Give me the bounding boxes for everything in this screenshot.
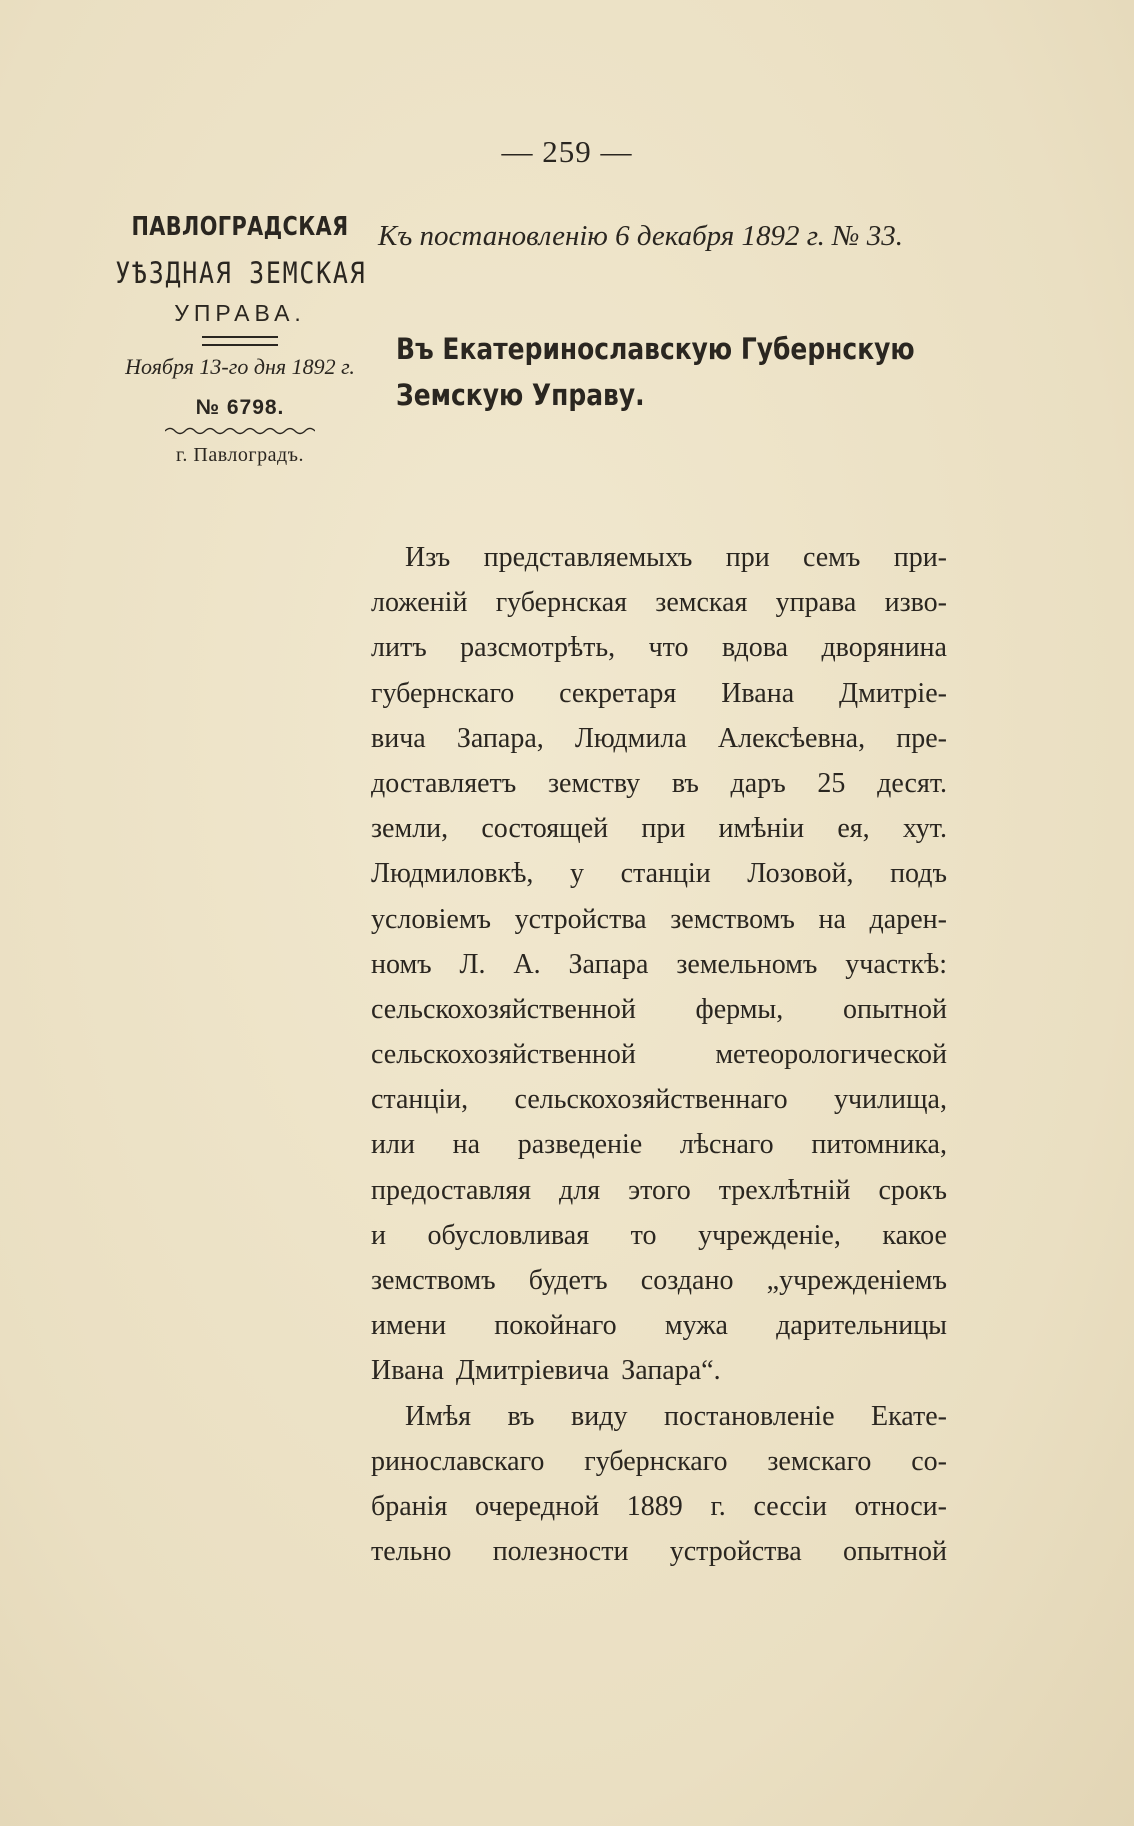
addressee-line2: Земскую Управу. <box>396 378 645 412</box>
body-line: доставляетъ земству въ даръ 25 десят. <box>371 767 947 799</box>
body-line: ринославскаго губернскаго земскаго со- <box>371 1445 947 1477</box>
body-line: и обусловливая то учрежденіе, какое <box>371 1219 947 1251</box>
body-line: Изъ представляемыхъ при семъ при- <box>405 542 947 573</box>
addressee-line1: Въ Екатеринославскую Губернскую <box>396 332 915 366</box>
body-line: номъ Л. А. Запара земельномъ участкѣ: <box>371 948 947 980</box>
body-line: земствомъ будетъ создано „учрежденіемъ <box>371 1265 947 1296</box>
body-line: Людмиловкѣ, у станціи Лозовой, подъ <box>371 858 947 890</box>
body-line: Имѣя въ виду постановленіе Екате- <box>405 1400 947 1432</box>
body-line: предоставляя для этого трехлѣтній срокъ <box>371 1174 947 1206</box>
double-rule-divider <box>202 336 278 346</box>
sender-number: № 6798. <box>195 396 285 419</box>
body-line: Ивана Дмитріевича Запара“. <box>371 1355 721 1387</box>
addressee <box>396 326 915 418</box>
sender-org-line2: УѢЗДНАЯ ЗЕМСКАЯ <box>115 256 367 290</box>
sender-org-line1: ПАВЛОГРАДСКАЯ <box>131 212 349 242</box>
body-line: сельскохозяйственной фермы, опытной <box>371 993 947 1025</box>
body-line: имени покойнаго мужа дарительницы <box>371 1310 947 1342</box>
body-line: или на разведеніе лѣснаго питомника, <box>371 1129 947 1161</box>
sender-org-line3: УПРАВА. <box>174 300 306 326</box>
body-line: земли, состоящей при имѣніи ея, хут. <box>371 813 947 845</box>
body-line: сельскохозяйственной метеорологической <box>371 1039 947 1071</box>
body-line: тельно полезности устройства опытной <box>371 1536 947 1568</box>
body-line: условіемъ устройства земствомъ на дарен- <box>371 903 947 935</box>
body-line: бранія очередной 1889 г. сессіи относи- <box>371 1490 947 1522</box>
reference-line: Къ постановленію 6 декабря 1892 г. № 33. <box>378 220 904 252</box>
sender-city: г. Павлоградъ. <box>175 444 305 466</box>
sender-block <box>95 212 385 467</box>
sender-date: Ноября 13-го дня 1892 г. <box>125 354 355 379</box>
body-line: станціи, сельскохозяйственнаго училища, <box>371 1084 947 1116</box>
page-number: — 259 — <box>501 134 633 169</box>
body-text <box>371 535 947 1574</box>
body-line: ложеній губернская земская управа изво- <box>371 587 947 619</box>
body-line: литъ разсмотрѣть, что вдова дворянина <box>371 632 947 664</box>
body-line: вича Запара, Людмила Алексѣевна, пре- <box>371 722 947 754</box>
wavy-rule-divider <box>165 426 315 436</box>
body-line: губернскаго секретаря Ивана Дмитріе- <box>371 677 947 709</box>
